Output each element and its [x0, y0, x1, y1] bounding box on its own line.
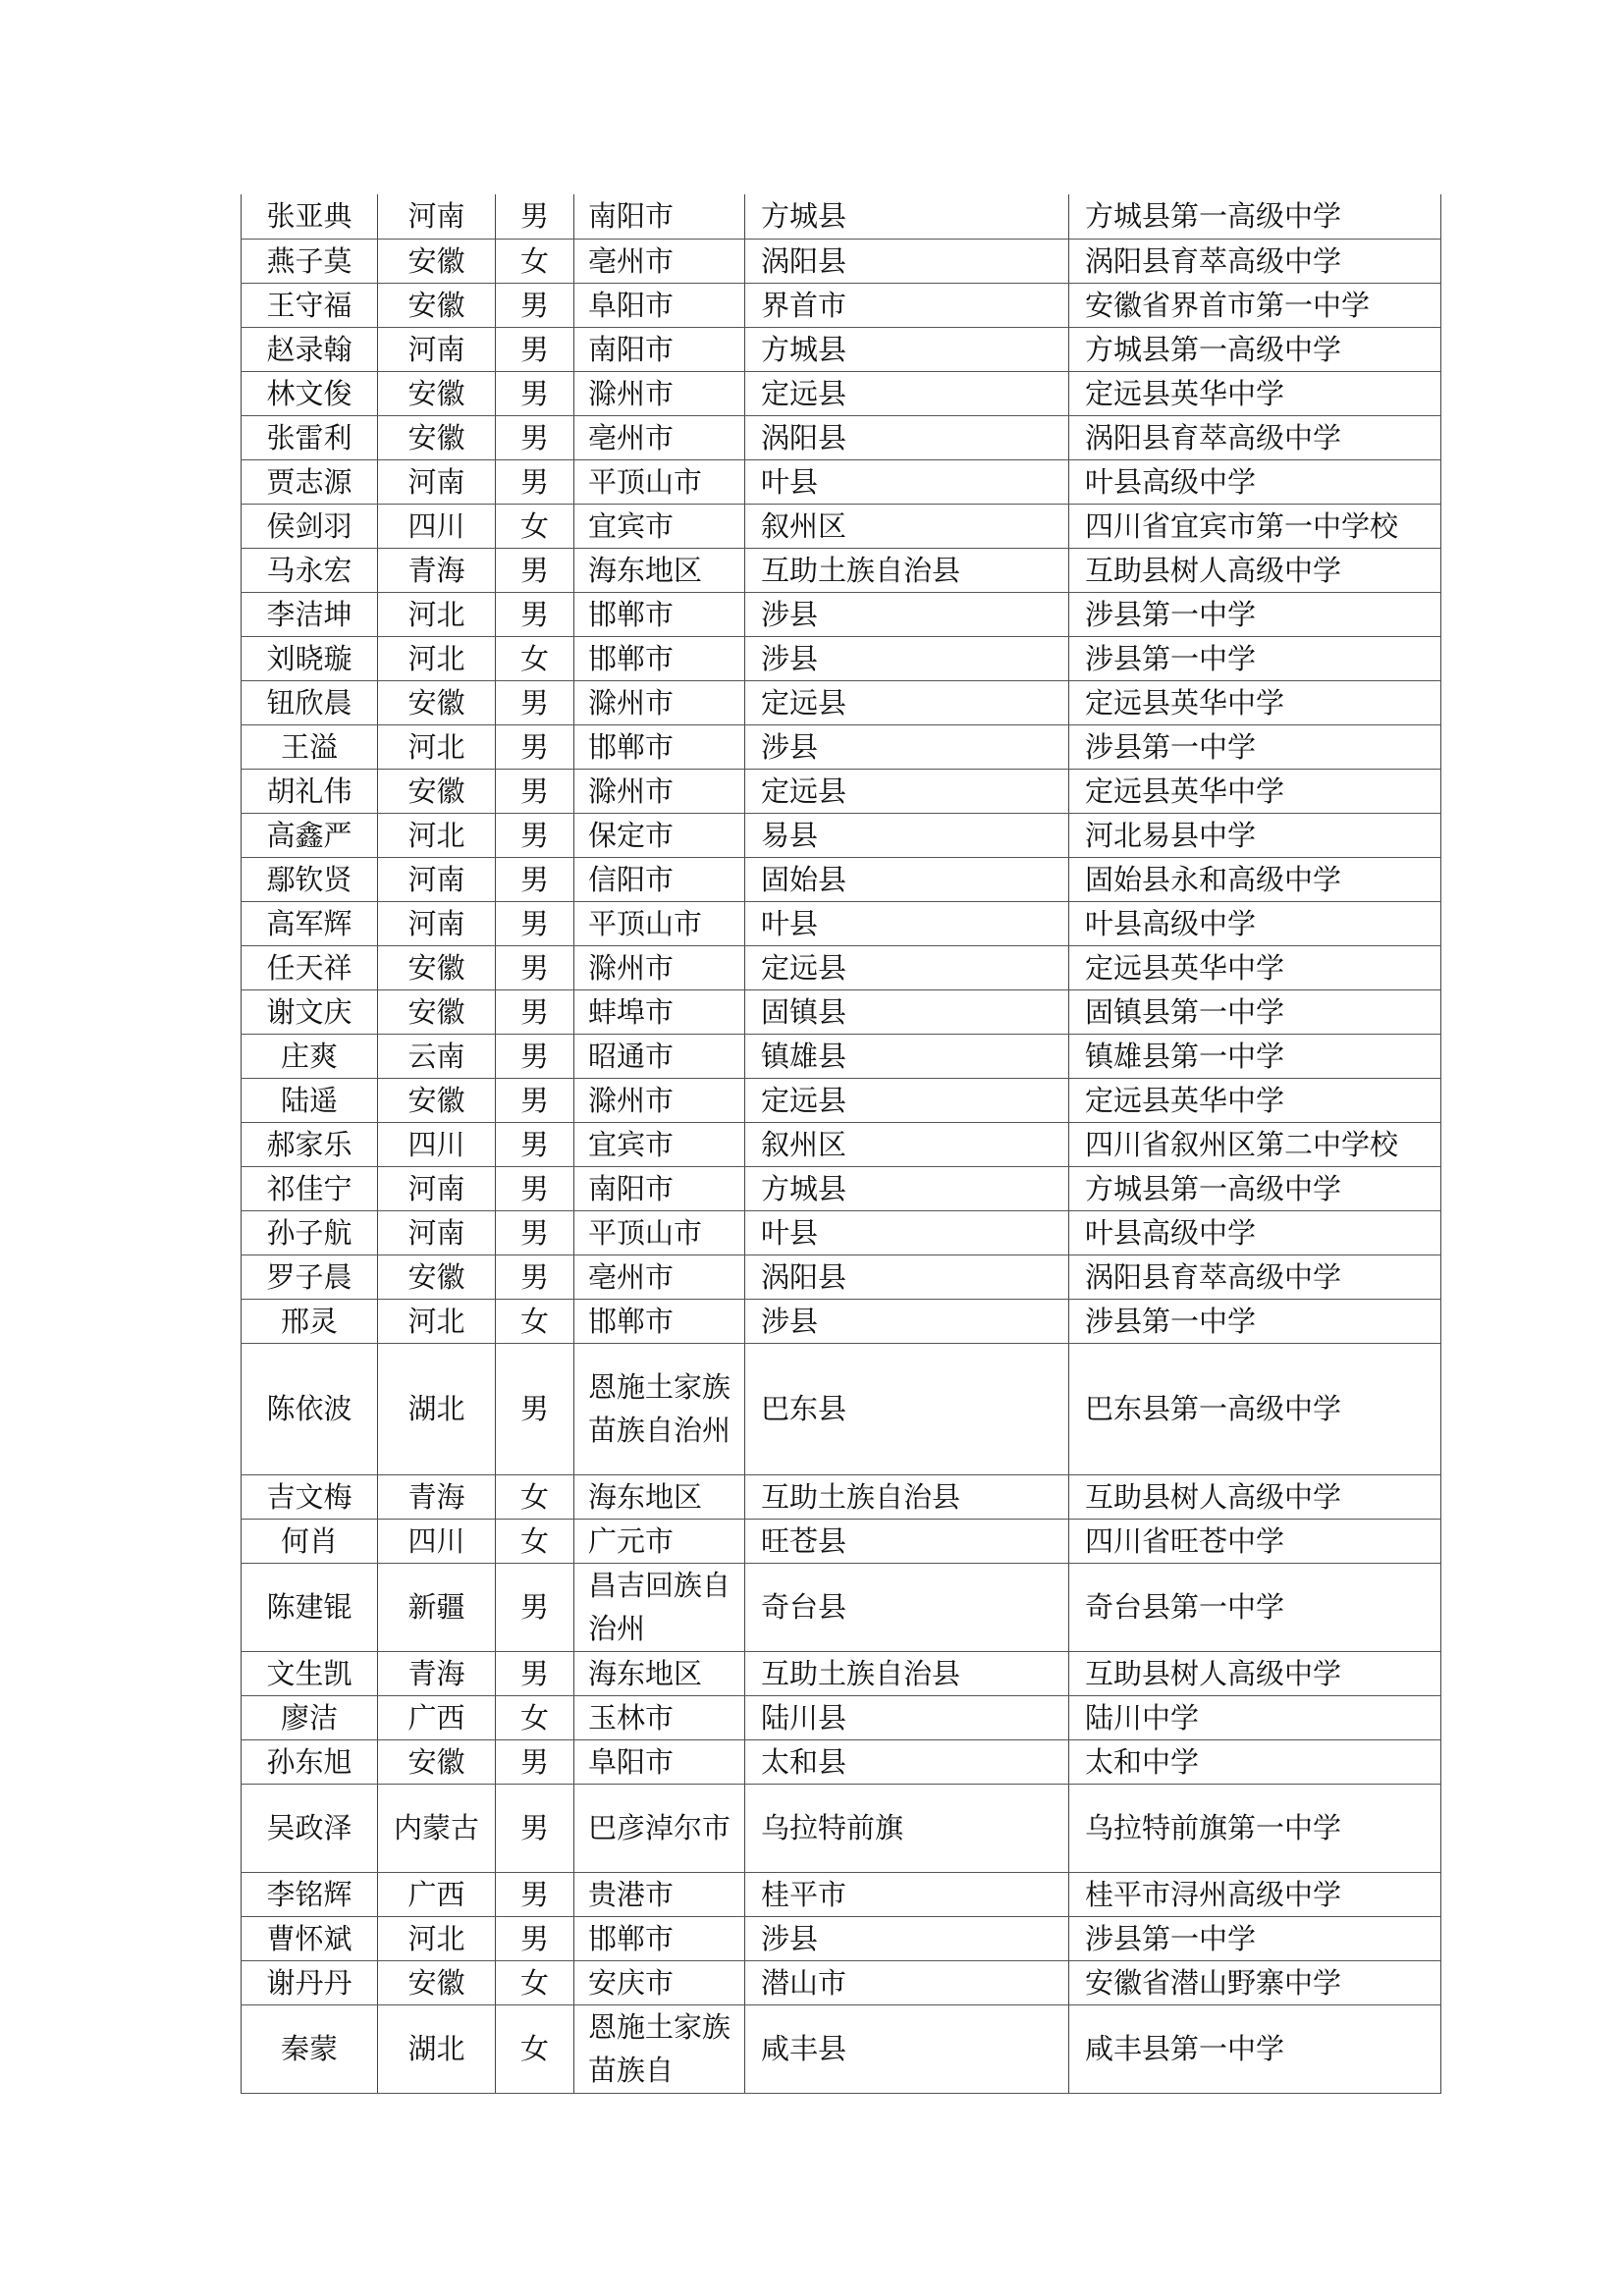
city-cell: 邯郸市	[574, 1299, 745, 1343]
gender-cell: 男	[496, 945, 574, 989]
province-cell: 河北	[378, 592, 496, 636]
city-cell: 亳州市	[574, 1255, 745, 1299]
school-cell: 巴东县第一高级中学	[1069, 1343, 1441, 1474]
gender-cell: 男	[496, 327, 574, 371]
county-cell: 镇雄县	[745, 1034, 1069, 1078]
county-cell: 涉县	[745, 1916, 1069, 1960]
table-row	[242, 1210, 1441, 1255]
school-cell: 桂平市浔州高级中学	[1069, 1872, 1441, 1916]
county-cell: 涉县	[745, 1299, 1069, 1343]
province-cell: 青海	[378, 1651, 496, 1695]
city-cell: 南阳市	[574, 194, 745, 239]
city-cell: 邯郸市	[574, 592, 745, 636]
school-cell: 互助县树人高级中学	[1069, 1474, 1441, 1519]
school-cell: 乌拉特前旗第一中学	[1069, 1784, 1441, 1872]
county-cell: 咸丰县	[745, 2004, 1069, 2093]
province-cell: 安徽	[378, 1960, 496, 2004]
table-row	[242, 548, 1441, 592]
student-name-cell: 陆遥	[242, 1078, 378, 1122]
province-cell: 河南	[378, 194, 496, 239]
county-cell: 乌拉特前旗	[745, 1784, 1069, 1872]
city-cell: 平顶山市	[574, 901, 745, 945]
province-cell: 广西	[378, 1695, 496, 1739]
student-name-cell: 马永宏	[242, 548, 378, 592]
student-name-cell: 文生凯	[242, 1651, 378, 1695]
gender-cell: 男	[496, 1210, 574, 1255]
county-cell: 叶县	[745, 459, 1069, 504]
student-name-cell: 胡礼伟	[242, 769, 378, 813]
county-cell: 叙州区	[745, 1122, 1069, 1166]
student-name-cell: 孙子航	[242, 1210, 378, 1255]
province-cell: 河北	[378, 636, 496, 680]
table-row	[242, 371, 1441, 415]
school-cell: 固镇县第一中学	[1069, 989, 1441, 1034]
city-cell: 蚌埠市	[574, 989, 745, 1034]
county-cell: 涡阳县	[745, 415, 1069, 459]
city-cell: 海东地区	[574, 1651, 745, 1695]
table-row	[242, 283, 1441, 327]
student-name-cell: 谢文庆	[242, 989, 378, 1034]
gender-cell: 男	[496, 989, 574, 1034]
school-cell: 叶县高级中学	[1069, 459, 1441, 504]
gender-cell: 男	[496, 1784, 574, 1872]
city-cell: 邯郸市	[574, 724, 745, 769]
table-row	[242, 1519, 1441, 1563]
school-cell: 方城县第一高级中学	[1069, 327, 1441, 371]
student-name-cell: 曹怀斌	[242, 1916, 378, 1960]
county-cell: 界首市	[745, 283, 1069, 327]
gender-cell: 男	[496, 592, 574, 636]
city-cell: 平顶山市	[574, 1210, 745, 1255]
city-cell: 巴彦淖尔市	[574, 1784, 745, 1872]
county-cell: 太和县	[745, 1739, 1069, 1784]
city-cell: 恩施土家族苗族自治州	[574, 1343, 745, 1474]
gender-cell: 男	[496, 813, 574, 857]
table-row	[242, 1651, 1441, 1695]
school-cell: 四川省宜宾市第一中学校	[1069, 504, 1441, 548]
city-cell: 滁州市	[574, 769, 745, 813]
gender-cell: 女	[496, 2004, 574, 2093]
student-name-cell: 高鑫严	[242, 813, 378, 857]
school-cell: 固始县永和高级中学	[1069, 857, 1441, 901]
school-cell: 安徽省界首市第一中学	[1069, 283, 1441, 327]
student-name-cell: 赵录翰	[242, 327, 378, 371]
table-row	[242, 901, 1441, 945]
gender-cell: 男	[496, 1872, 574, 1916]
student-name-cell: 郝家乐	[242, 1122, 378, 1166]
table-row	[242, 989, 1441, 1034]
province-cell: 青海	[378, 1474, 496, 1519]
county-cell: 固始县	[745, 857, 1069, 901]
gender-cell: 男	[496, 548, 574, 592]
student-name-cell: 李洁坤	[242, 592, 378, 636]
county-cell: 巴东县	[745, 1343, 1069, 1474]
student-name-cell: 陈建锟	[242, 1563, 378, 1651]
city-cell: 海东地区	[574, 548, 745, 592]
county-cell: 叶县	[745, 1210, 1069, 1255]
school-cell: 咸丰县第一中学	[1069, 2004, 1441, 2093]
county-cell: 易县	[745, 813, 1069, 857]
student-name-cell: 钮欣晨	[242, 680, 378, 724]
school-cell: 涉县第一中学	[1069, 1299, 1441, 1343]
county-cell: 旺苍县	[745, 1519, 1069, 1563]
student-name-cell: 谢丹丹	[242, 1960, 378, 2004]
county-cell: 方城县	[745, 1166, 1069, 1210]
student-name-cell: 陈依波	[242, 1343, 378, 1474]
province-cell: 安徽	[378, 239, 496, 283]
gender-cell: 男	[496, 283, 574, 327]
county-cell: 方城县	[745, 194, 1069, 239]
city-cell: 滁州市	[574, 945, 745, 989]
student-name-cell: 庄爽	[242, 1034, 378, 1078]
city-cell: 邯郸市	[574, 636, 745, 680]
school-cell: 叶县高级中学	[1069, 1210, 1441, 1255]
province-cell: 安徽	[378, 989, 496, 1034]
gender-cell: 男	[496, 901, 574, 945]
school-cell: 安徽省潜山野寨中学	[1069, 1960, 1441, 2004]
gender-cell: 女	[496, 239, 574, 283]
city-cell: 滁州市	[574, 680, 745, 724]
school-cell: 涉县第一中学	[1069, 636, 1441, 680]
city-cell: 南阳市	[574, 327, 745, 371]
province-cell: 河南	[378, 1210, 496, 1255]
school-cell: 涉县第一中学	[1069, 1916, 1441, 1960]
table-row	[242, 945, 1441, 989]
school-cell: 陆川中学	[1069, 1695, 1441, 1739]
county-cell: 定远县	[745, 769, 1069, 813]
gender-cell: 男	[496, 680, 574, 724]
roster-body	[242, 194, 1441, 2093]
province-cell: 安徽	[378, 283, 496, 327]
province-cell: 河南	[378, 327, 496, 371]
province-cell: 云南	[378, 1034, 496, 1078]
city-cell: 玉林市	[574, 1695, 745, 1739]
table-row	[242, 1034, 1441, 1078]
table-row	[242, 1695, 1441, 1739]
county-cell: 互助土族自治县	[745, 1651, 1069, 1695]
student-name-cell: 吉文梅	[242, 1474, 378, 1519]
student-name-cell: 林文俊	[242, 371, 378, 415]
school-cell: 定远县英华中学	[1069, 945, 1441, 989]
province-cell: 安徽	[378, 680, 496, 724]
student-name-cell: 鄢钦贤	[242, 857, 378, 901]
table-row	[242, 1255, 1441, 1299]
student-name-cell: 廖洁	[242, 1695, 378, 1739]
table-row	[242, 857, 1441, 901]
school-cell: 定远县英华中学	[1069, 769, 1441, 813]
gender-cell: 女	[496, 1519, 574, 1563]
city-cell: 邯郸市	[574, 1916, 745, 1960]
county-cell: 固镇县	[745, 989, 1069, 1034]
table-row	[242, 1563, 1441, 1651]
school-cell: 方城县第一高级中学	[1069, 194, 1441, 239]
province-cell: 河南	[378, 1166, 496, 1210]
city-cell: 恩施土家族苗族自	[574, 2004, 745, 2093]
gender-cell: 男	[496, 724, 574, 769]
table-row	[242, 1916, 1441, 1960]
county-cell: 定远县	[745, 945, 1069, 989]
school-cell: 涡阳县育萃高级中学	[1069, 239, 1441, 283]
province-cell: 安徽	[378, 1078, 496, 1122]
table-row	[242, 1166, 1441, 1210]
table-row	[242, 2004, 1441, 2093]
county-cell: 定远县	[745, 371, 1069, 415]
province-cell: 广西	[378, 1872, 496, 1916]
province-cell: 四川	[378, 1519, 496, 1563]
table-row	[242, 459, 1441, 504]
school-cell: 定远县英华中学	[1069, 1078, 1441, 1122]
table-row	[242, 504, 1441, 548]
student-name-cell: 燕子莫	[242, 239, 378, 283]
gender-cell: 男	[496, 769, 574, 813]
school-cell: 涡阳县育萃高级中学	[1069, 1255, 1441, 1299]
school-cell: 定远县英华中学	[1069, 680, 1441, 724]
county-cell: 叙州区	[745, 504, 1069, 548]
county-cell: 定远县	[745, 680, 1069, 724]
city-cell: 广元市	[574, 1519, 745, 1563]
student-name-cell: 吴政泽	[242, 1784, 378, 1872]
city-cell: 贵港市	[574, 1872, 745, 1916]
city-cell: 昭通市	[574, 1034, 745, 1078]
province-cell: 河北	[378, 1299, 496, 1343]
table-row	[242, 1078, 1441, 1122]
gender-cell: 女	[496, 504, 574, 548]
gender-cell: 男	[496, 1343, 574, 1474]
student-name-cell: 贾志源	[242, 459, 378, 504]
table-row	[242, 1872, 1441, 1916]
table-row	[242, 1960, 1441, 2004]
county-cell: 方城县	[745, 327, 1069, 371]
county-cell: 奇台县	[745, 1563, 1069, 1651]
school-cell: 定远县英华中学	[1069, 371, 1441, 415]
county-cell: 潜山市	[745, 1960, 1069, 2004]
gender-cell: 男	[496, 1122, 574, 1166]
school-cell: 方城县第一高级中学	[1069, 1166, 1441, 1210]
gender-cell: 男	[496, 1563, 574, 1651]
county-cell: 互助土族自治县	[745, 1474, 1069, 1519]
student-name-cell: 邢灵	[242, 1299, 378, 1343]
table-row	[242, 724, 1441, 769]
province-cell: 安徽	[378, 1739, 496, 1784]
province-cell: 河南	[378, 901, 496, 945]
school-cell: 叶县高级中学	[1069, 901, 1441, 945]
student-name-cell: 罗子晨	[242, 1255, 378, 1299]
gender-cell: 男	[496, 1916, 574, 1960]
student-name-cell: 刘晓璇	[242, 636, 378, 680]
school-cell: 镇雄县第一中学	[1069, 1034, 1441, 1078]
student-roster-table	[241, 194, 1441, 2094]
gender-cell: 男	[496, 1078, 574, 1122]
city-cell: 保定市	[574, 813, 745, 857]
school-cell: 涉县第一中学	[1069, 592, 1441, 636]
student-name-cell: 张雷利	[242, 415, 378, 459]
student-name-cell: 孙东旭	[242, 1739, 378, 1784]
gender-cell: 男	[496, 857, 574, 901]
school-cell: 河北易县中学	[1069, 813, 1441, 857]
province-cell: 河北	[378, 1916, 496, 1960]
county-cell: 涡阳县	[745, 1255, 1069, 1299]
province-cell: 湖北	[378, 1343, 496, 1474]
table-row	[242, 1739, 1441, 1784]
table-row	[242, 680, 1441, 724]
school-cell: 奇台县第一中学	[1069, 1563, 1441, 1651]
province-cell: 河南	[378, 857, 496, 901]
province-cell: 四川	[378, 504, 496, 548]
city-cell: 阜阳市	[574, 283, 745, 327]
table-row	[242, 1343, 1441, 1474]
student-name-cell: 李铭辉	[242, 1872, 378, 1916]
gender-cell: 女	[496, 1960, 574, 2004]
county-cell: 陆川县	[745, 1695, 1069, 1739]
province-cell: 安徽	[378, 1255, 496, 1299]
school-cell: 涡阳县育萃高级中学	[1069, 415, 1441, 459]
province-cell: 内蒙古	[378, 1784, 496, 1872]
school-cell: 互助县树人高级中学	[1069, 548, 1441, 592]
school-cell: 太和中学	[1069, 1739, 1441, 1784]
student-name-cell: 秦蒙	[242, 2004, 378, 2093]
table-row	[242, 1784, 1441, 1872]
province-cell: 新疆	[378, 1563, 496, 1651]
school-cell: 涉县第一中学	[1069, 724, 1441, 769]
city-cell: 昌吉回族自治州	[574, 1563, 745, 1651]
student-name-cell: 王溢	[242, 724, 378, 769]
gender-cell: 女	[496, 1474, 574, 1519]
city-cell: 宜宾市	[574, 1122, 745, 1166]
student-name-cell: 高军辉	[242, 901, 378, 945]
student-name-cell: 侯剑羽	[242, 504, 378, 548]
city-cell: 平顶山市	[574, 459, 745, 504]
province-cell: 湖北	[378, 2004, 496, 2093]
county-cell: 涉县	[745, 636, 1069, 680]
table-row	[242, 194, 1441, 239]
student-name-cell: 王守福	[242, 283, 378, 327]
city-cell: 信阳市	[574, 857, 745, 901]
county-cell: 涡阳县	[745, 239, 1069, 283]
gender-cell: 男	[496, 194, 574, 239]
table-row	[242, 813, 1441, 857]
student-name-cell: 何肖	[242, 1519, 378, 1563]
county-cell: 互助土族自治县	[745, 548, 1069, 592]
gender-cell: 女	[496, 1299, 574, 1343]
gender-cell: 女	[496, 1695, 574, 1739]
county-cell: 桂平市	[745, 1872, 1069, 1916]
city-cell: 阜阳市	[574, 1739, 745, 1784]
county-cell: 涉县	[745, 724, 1069, 769]
province-cell: 河南	[378, 459, 496, 504]
table-row	[242, 1299, 1441, 1343]
student-name-cell: 任天祥	[242, 945, 378, 989]
city-cell: 亳州市	[574, 415, 745, 459]
province-cell: 安徽	[378, 415, 496, 459]
city-cell: 安庆市	[574, 1960, 745, 2004]
gender-cell: 男	[496, 459, 574, 504]
table-row	[242, 239, 1441, 283]
gender-cell: 男	[496, 1739, 574, 1784]
student-name-cell: 张亚典	[242, 194, 378, 239]
city-cell: 海东地区	[574, 1474, 745, 1519]
gender-cell: 男	[496, 1166, 574, 1210]
school-cell: 四川省旺苍中学	[1069, 1519, 1441, 1563]
table-row	[242, 415, 1441, 459]
school-cell: 四川省叙州区第二中学校	[1069, 1122, 1441, 1166]
city-cell: 南阳市	[574, 1166, 745, 1210]
table-row	[242, 769, 1441, 813]
city-cell: 滁州市	[574, 1078, 745, 1122]
province-cell: 安徽	[378, 945, 496, 989]
province-cell: 青海	[378, 548, 496, 592]
table-row	[242, 327, 1441, 371]
province-cell: 安徽	[378, 769, 496, 813]
county-cell: 定远县	[745, 1078, 1069, 1122]
gender-cell: 男	[496, 415, 574, 459]
city-cell: 宜宾市	[574, 504, 745, 548]
city-cell: 滁州市	[574, 371, 745, 415]
province-cell: 安徽	[378, 371, 496, 415]
city-cell: 亳州市	[574, 239, 745, 283]
gender-cell: 男	[496, 1651, 574, 1695]
province-cell: 河北	[378, 813, 496, 857]
county-cell: 叶县	[745, 901, 1069, 945]
student-name-cell: 祁佳宁	[242, 1166, 378, 1210]
county-cell: 涉县	[745, 592, 1069, 636]
gender-cell: 男	[496, 1255, 574, 1299]
table-row	[242, 636, 1441, 680]
gender-cell: 男	[496, 1034, 574, 1078]
province-cell: 河北	[378, 724, 496, 769]
table-row	[242, 1122, 1441, 1166]
table-row	[242, 592, 1441, 636]
gender-cell: 男	[496, 371, 574, 415]
gender-cell: 女	[496, 636, 574, 680]
province-cell: 四川	[378, 1122, 496, 1166]
school-cell: 互助县树人高级中学	[1069, 1651, 1441, 1695]
table-row	[242, 1474, 1441, 1519]
